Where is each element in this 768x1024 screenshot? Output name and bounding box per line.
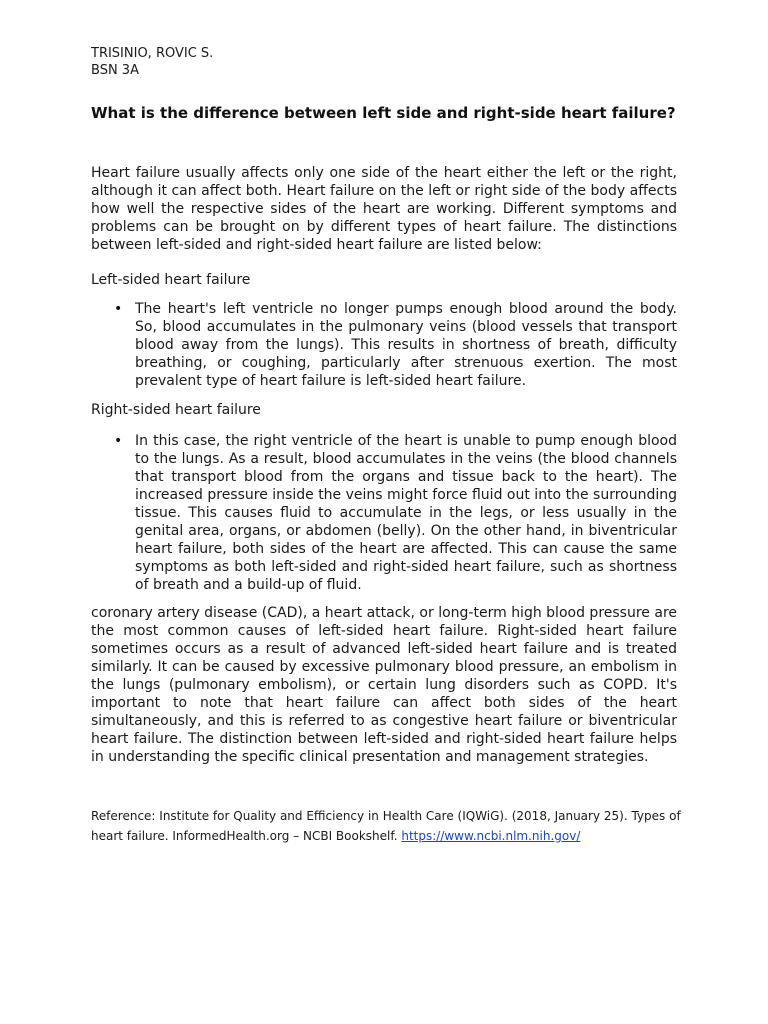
reference-text: Reference: Institute for Quality and Efficiency in Health Care (IQWiG). (2018, January 25). Types of heart failure. InformedHealth.org – NCBI Bookshelf. bbox=[91, 809, 681, 843]
author-name: TRISINIO, ROVIC S. bbox=[91, 46, 214, 61]
right-sided-bullet-text: In this case, the right ventricle of the heart is unable to pump enough blood to the lungs. As a result, blood accumulates in the veins (the blood channels that transport blood from the organs and tissue back to the heart). The increased pressure inside the veins might force fluid out into the surrounding tissue. This causes fluid to accumulate in the legs, or less usually in the genital area, organs, or abdomen (belly). On the other hand, in biventricular heart failure, both sides of the heart are affected. This can cause the same symptoms as both left-sided and right-sided heart failure, such as shortness of breath and a build-up of fluid. bbox=[135, 433, 677, 593]
document-title: What is the difference between left side and right-side heart failure? bbox=[91, 104, 676, 122]
reference-citation bbox=[91, 806, 691, 846]
left-sided-bullet-text: The heart's left ventricle no longer pumps enough blood around the body. So, blood accumulates in the pulmonary veins (blood vessels that transport blood away from the lungs). This results in shortness of breath, difficulty breathing, or coughing, particularly after strenuous exertion. The most prevalent type of heart failure is left-sided heart failure. bbox=[135, 301, 677, 389]
bullet-icon: • bbox=[114, 301, 123, 317]
left-sided-heading: Left-sided heart failure bbox=[91, 272, 251, 288]
intro-paragraph: Heart failure usually affects only one side of the heart either the left or the right, although it can affect both. Heart failure on the left or right side of the body affects how well the respective sides of the heart are working. Different symptoms and problems can be brought on by different types of heart failure. The distinctions between left-sided and right-sided heart failure are listed below: bbox=[91, 165, 677, 253]
author-program: BSN 3A bbox=[91, 63, 139, 78]
bullet-icon: • bbox=[114, 433, 123, 449]
reference-link[interactable]: https://www.ncbi.nlm.nih.gov/ bbox=[401, 829, 581, 843]
closing-paragraph: coronary artery disease (CAD), a heart attack, or long-term high blood pressure are the most common causes of left-sided heart failure. Right-sided heart failure sometimes occurs as a result of advanced left-sided heart failure and is treated similarly. It can be caused by excessive pulmonary blood pressure, an embolism in the lungs (pulmonary embolism), or certain lung disorders such as COPD. It's important to note that heart failure can affect both sides of the heart simultaneously, and this is referred to as congestive heart failure or biventricular heart failure. The distinction between left-sided and right-sided heart failure helps in understanding the specific clinical presentation and management strategies. bbox=[91, 605, 677, 765]
author-header bbox=[91, 45, 213, 79]
right-sided-heading: Right-sided heart failure bbox=[91, 402, 261, 418]
